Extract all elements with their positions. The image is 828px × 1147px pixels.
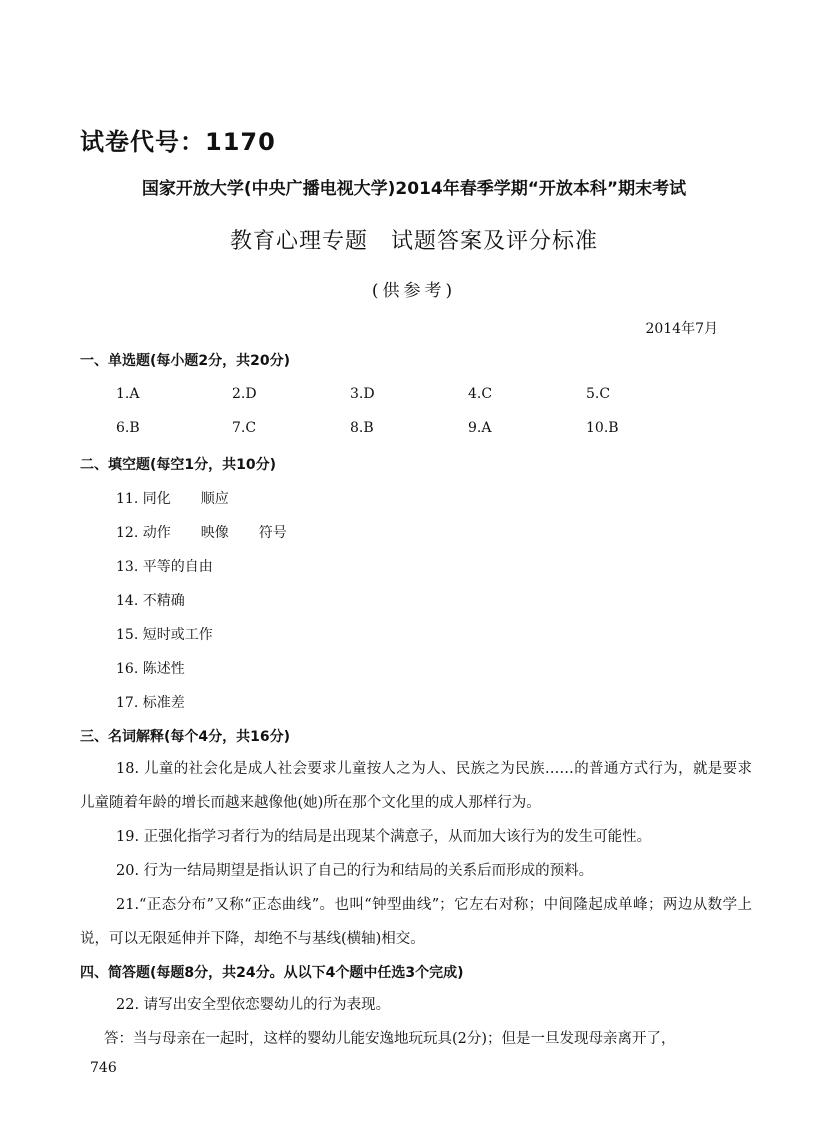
paper-code: 试卷代号：1170	[80, 128, 276, 156]
mc-answer: 1.A	[116, 386, 140, 402]
reference-note: (供参考)	[371, 281, 457, 301]
answer-part: 不精确	[142, 593, 185, 609]
question-22: 22. 请写出安全型依恋婴幼儿的行为表现。	[116, 997, 391, 1013]
subject-title: 教育心理专题 试题答案及评分标准	[229, 229, 598, 254]
fill-answer	[116, 488, 229, 508]
fill-answer	[116, 590, 185, 610]
item-number: 13.	[116, 559, 139, 575]
mc-answer: 9.A	[468, 420, 492, 436]
page-number: 746	[90, 1060, 117, 1076]
answer-22: 答：当与母亲在一起时，这样的婴幼儿能安逸地玩玩具(2分)；但是一旦发现母亲离开了，	[104, 1031, 676, 1047]
definition-19: 19. 正强化指学习者行为的结局是出现某个满意子，从而加大该行为的发生可能性。	[116, 829, 652, 845]
answer-part: 陈述性	[142, 661, 185, 677]
item-number: 12.	[116, 525, 139, 541]
definition-20: 20. 行为一结局期望是指认识了自己的行为和结局的关系后而形成的预料。	[116, 863, 594, 879]
answer-part: 顺应	[200, 491, 229, 507]
item-number: 11.	[116, 491, 139, 507]
item-number: 15.	[116, 627, 139, 643]
answer-part: 映像	[200, 525, 229, 541]
item-number: 17.	[116, 695, 139, 711]
exam-title: 国家开放大学(中央广播电视大学)2014年春季学期“开放本科”期末考试	[141, 179, 687, 199]
section-2-heading: 二、填空题(每空1分，共10分)	[80, 457, 277, 473]
answer-part: 短时或工作	[142, 627, 213, 643]
item-number: 14.	[116, 593, 139, 609]
item-number: 16.	[116, 661, 139, 677]
definition-21: 21.“正态分布”又称“正态曲线”。也叫“钟型曲线”；它左右对称；中间隆起成单峰；两边从数学上说，可以无限延伸并下降，却绝不与基线(横轴)相交。	[80, 897, 752, 947]
mc-answer: 5.C	[586, 386, 611, 402]
answer-part: 动作	[142, 525, 171, 541]
section-3-heading: 三、名词解释(每个4分，共16分)	[80, 729, 291, 745]
mc-answer: 8.B	[350, 420, 374, 436]
definition-18: 18. 儿童的社会化是成人社会要求儿童按人之为人、民族之为民族……的普通方式行为，就是要求儿童随着年龄的增长而越来越像他(她)所在那个文化里的成人那样行为。	[80, 761, 752, 811]
fill-answer	[116, 556, 213, 576]
section-4-heading: 四、简答题(每题8分，共24分。从以下4个题中任选3个完成)	[80, 965, 464, 981]
fill-answer	[116, 658, 185, 678]
mc-answer: 3.D	[350, 386, 375, 402]
fill-answer	[116, 692, 185, 712]
mc-answer: 4.C	[468, 386, 493, 402]
exam-date: 2014年7月	[645, 321, 718, 337]
mc-answer: 2.D	[232, 386, 257, 402]
mc-answer: 6.B	[116, 420, 140, 436]
fill-answer	[116, 624, 213, 644]
fill-answer	[116, 522, 287, 542]
answer-part: 同化	[142, 491, 171, 507]
mc-answer: 10.B	[586, 420, 619, 436]
answer-part: 平等的自由	[142, 559, 213, 575]
answer-part: 标准差	[142, 695, 185, 711]
answer-part: 符号	[258, 525, 287, 541]
mc-answer: 7.C	[232, 420, 257, 436]
section-1-heading: 一、单选题(每小题2分，共20分)	[80, 353, 291, 369]
